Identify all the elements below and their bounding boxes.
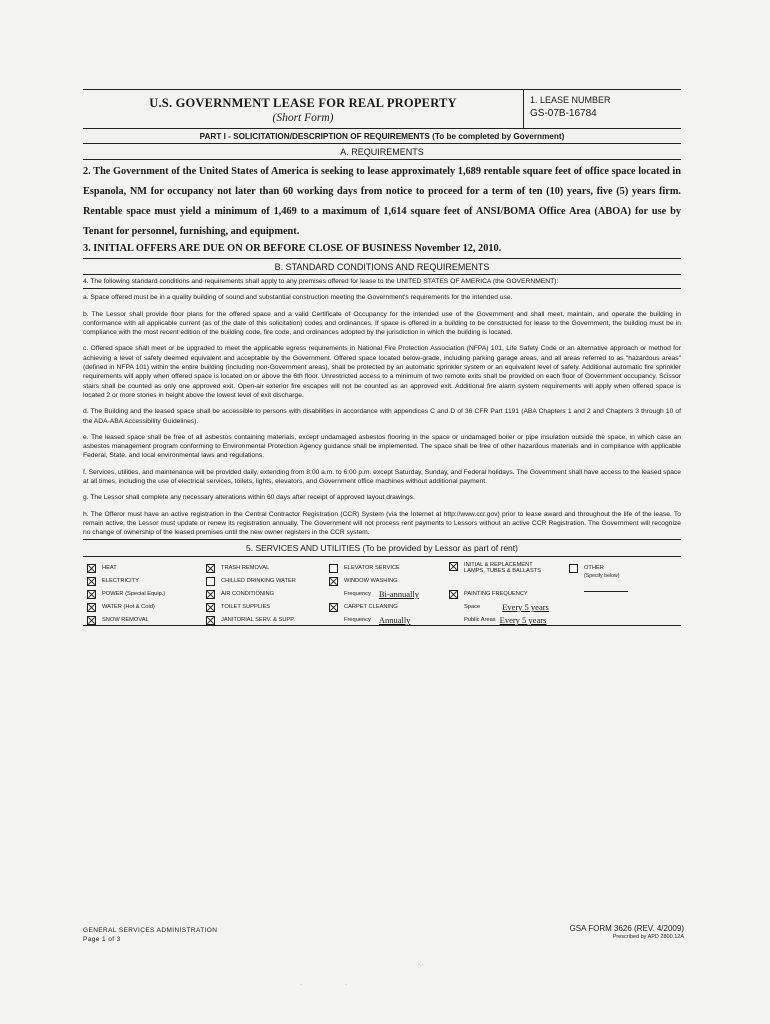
requirement-2: 2. The Government of the United States of America is seeking to lease approximately 1,689 rentable square feet of office space located in Espanola, NM for occupancy not later than 60 working days from notice to proceed for a term of ten (10) years, five (5) years firm. Rentable space must yield a minimum of 1,469 to a maximum of 1,614 square feet of ANSI/BOMA Office Area (ABOA) for use by Tenant for personnel, furnishing, and equipment. [83,166,681,237]
service-trash-removal[interactable] [206,562,296,575]
services-column-2 [206,562,296,627]
lamps-line-1: INITIAL & REPLACEMENT [464,561,533,568]
form-subtitle: (Short Form) [272,112,334,124]
service-power[interactable] [87,588,165,601]
lamps-checkbox[interactable] [449,562,458,571]
frequency-label: Frequency [344,617,371,624]
condition-g: g. The Lessor shall complete any necessary alterations within 60 days after receipt of approved layout drawings. [83,494,415,502]
window-washing-checkbox[interactable] [329,577,338,586]
service-window-washing[interactable] [329,575,419,588]
trash-removal-checkbox[interactable] [206,564,215,573]
agency-name: GENERAL SERVICES ADMINISTRATION [83,927,218,934]
prescribed-by: Prescribed by APD 2800.12A [612,934,684,940]
condition-e: e. The leased space shall be free of all asbestos containing materials, except undamaged asbestos flooring in the space or undamaged boiler or pipe insulation outside the space, in which case an asbestos management program conforming to Environmental Protection Agency guidance shall be implemented. The space shall be free of other hazardous materials and in compliance with applicable Federal, State, and local environmental laws and regulations. [83,433,681,460]
condition-a: a. Space offered must be in a quality building of sound and substantial construction meeting the Government's requirements for the intended use. [83,294,513,302]
frequency-value[interactable]: Annually [378,615,411,626]
form-number: GSA FORM 3626 (REV. 4/2009) [569,924,684,933]
page-number: Page 1 of 3 [83,936,121,943]
lamps-line-2: LAMPS, TUBES & BALLASTS [464,567,542,574]
service-air-conditioning[interactable] [206,588,296,601]
other-specify-line[interactable] [584,591,628,592]
section-a-heading: A. REQUIREMENTS [83,144,681,160]
service-label: ELEVATOR SERVICE [344,565,400,572]
painting-space-frequency [449,601,549,614]
footer-left [83,926,217,944]
services-column-3 [329,562,419,627]
condition-b: b. The Lessor shall provide floor plans for the offered space and a valid Certificate of Occupancy for the intended use of the Government and shall meet, maintain, and operate the building in conformance with all applicable current (as of the date of this solicitation) codes and ordinances. If space is offered in a building to be constructed for lease to the Government, the building must be in compliance with the most recent edition of the building code, fire code, and ordinances adopted by the jurisdiction in which the building is located. [83,310,681,337]
snow-removal-checkbox[interactable] [87,616,96,625]
janitorial-checkbox[interactable] [206,616,215,625]
service-janitorial[interactable] [206,614,296,627]
service-toilet-supplies[interactable] [206,601,296,614]
service-label: CARPET CLEANING [344,604,398,611]
service-heat[interactable] [87,562,165,575]
service-elevator[interactable] [329,562,419,575]
service-label: WINDOW WASHING [344,578,398,585]
condition-c: c. Offered space shall meet or be upgraded to meet the applicable egress requirements in National Fire Protection Association (NFPA) 101, Life Safety Code or an alternative approach or method for achieving a level of safety deemed equivalent and acceptable by the Government. Offered space located below-grade, including parking garage areas, and all areas referred to as "hazardous areas" (defined in NFPA 101) within the entire building (including non-Government areas), shall be protected by an automatic sprinkler system or an equivalent level of safety. Additional automatic fire sprinkler requirements will apply when offered space is located on or above the 6th floor. Unrestricted access to a minimum of two remote exits shall be provided on each floor of Government occupancy. Scissor stairs shall be counted as only one approved exit. Open-air exterior fire escapes will not be counted as an approved exit. Additional fire alarm system requirements will apply when offered space is located 2 or more stories in height above the lowest level of exit discharge. [83,345,681,399]
service-label: TRASH REMOVAL [221,565,270,572]
painting-checkbox[interactable] [449,590,458,599]
frequency-value[interactable]: Every 5 years [502,602,549,613]
services-heading: 5. SERVICES AND UTILITIES (To be provided by Lessor as part of rent) [83,540,681,557]
service-label: HEAT [102,565,117,572]
carpet-cleaning-frequency [329,614,419,627]
service-lamps[interactable] [449,562,549,588]
toilet-supplies-checkbox[interactable] [206,603,215,612]
other-checkbox[interactable] [569,564,578,573]
services-column-4 [449,562,549,627]
form-title-block [83,90,523,128]
painting-public-frequency [449,614,549,627]
water-checkbox[interactable] [87,603,96,612]
condition-h: h. The Offeror must have an active registration in the Central Contractor Registration (CCR) System (via the Internet at http://www.ccr.gov) prior to lease award and throughout the life of the lease. To remain active, the Lessor must update or renew its registration annually. The Government will not process rent payments to Lessors without an active CCR Registration. The Government will recognize no change of ownership of the leased premises until the new owner registers in the CCR system. [83,510,681,540]
form-header [83,89,681,129]
service-snow-removal[interactable] [87,614,165,627]
service-carpet-cleaning[interactable] [329,601,419,614]
part-heading: PART I - SOLICITATION/DESCRIPTION OF REQUIREMENTS (To be completed by Government) [83,129,681,144]
condition-f: f. Services, utilities, and maintenance will be provided daily, extending from 8:00 a.m. to 6:00 p.m. except Saturday, Sunday, and Federal holidays. The Government shall have access to the leased space at all times, including the use of electrical services, toilets, lights, elevators, and Government office machines without additional payment. [83,468,681,486]
electricity-checkbox[interactable] [87,577,96,586]
air-conditioning-checkbox[interactable] [206,590,215,599]
service-painting[interactable] [449,588,549,601]
standard-conditions [83,277,681,540]
service-electricity[interactable] [87,575,165,588]
carpet-cleaning-checkbox[interactable] [329,603,338,612]
scan-speck: · [345,982,347,988]
service-label [464,562,541,574]
frequency-label: Public Areas [464,617,496,624]
elevator-checkbox[interactable] [329,564,338,573]
frequency-label: Space [464,604,481,611]
requirement-3: 3. INITIAL OFFERS ARE DUE ON OR BEFORE CLOSE OF BUSINESS November 12, 2010. [83,242,681,259]
lease-form [83,89,681,626]
service-label: ELECTRICITY [102,578,139,585]
scan-speck: · [300,982,302,988]
service-label: WATER (Hot & Cold) [102,604,155,611]
condition-d: d. The Building and the leased space shall be accessible to persons with disabilities in accordance with appendices C and D of 36 CFR Part 1191 (ABA Chapters 1 and 2 and Chapters 3 through 10 of the ADA-ABA Accessibility Guidelines). [83,408,681,425]
service-label: PAINTING FREQUENCY [464,591,528,598]
service-label: JANITORIAL SERV. & SUPP. [221,617,295,624]
services-column-5 [569,562,628,592]
service-label: SNOW REMOVAL [102,617,149,624]
form-title: U.S. GOVERNMENT LEASE FOR REAL PROPERTY [149,96,457,110]
power-checkbox[interactable] [87,590,96,599]
condition-4: 4. The following standard conditions and requirements shall apply to any premises offered for lease to the UNITED STATES OF AMERICA (the GOVERNMENT): [83,277,681,289]
heat-checkbox[interactable] [87,564,96,573]
frequency-value[interactable]: Every 5 years [499,615,547,626]
lease-number-value: GS-07B-16784 [530,108,597,119]
frequency-label: Frequency [344,591,371,598]
other-specify-note: (Specify below) [584,572,620,579]
window-washing-frequency [329,588,419,601]
lease-number-block [523,90,681,128]
service-label: AIR CONDITIONING [221,591,275,598]
service-label: OTHER [584,565,604,572]
lease-number-label: 1. LEASE NUMBER [530,95,611,105]
scan-speck: ·.· [418,962,424,968]
service-chilled-water[interactable] [206,575,296,588]
footer-right [570,924,684,942]
services-grid [83,557,681,626]
section-b-heading: B. STANDARD CONDITIONS AND REQUIREMENTS [83,259,681,275]
service-label: POWER (Special Equip.) [102,591,166,598]
service-water[interactable] [87,601,165,614]
services-column-1 [87,562,165,627]
chilled-water-checkbox[interactable] [206,577,215,586]
frequency-value[interactable]: Bi-annually [378,589,420,600]
service-label: CHILLED DRINKING WATER [221,578,296,585]
service-label: TOILET SUPPLIES [221,604,271,611]
